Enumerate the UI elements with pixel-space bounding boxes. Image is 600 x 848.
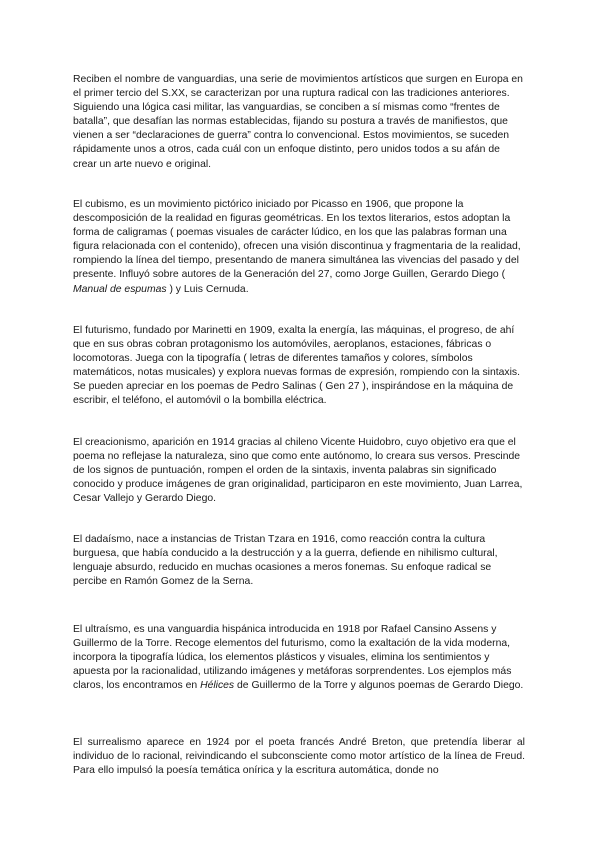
paragraph-surrealismo: El surrealismo aparece en 1924 por el poeta francés André Breton, que pretendía liberar al individuo de lo racional, reivindicando el subconsciente como motor artístico de la línea de Freud. Para ello impulsó la poesía temática onírica y la escritura automática, donde no: [73, 737, 525, 777]
paragraph-creacionismo: El creacionismo, aparición en 1914 gracias al chileno Vicente Huidobro, cuyo objetivo era que el poema no reflejase la naturaleza, sino que como ente autónomo, lo creara sus versos. Prescinde de los signos de puntuación, rompen el orden de la sintaxis, inventa palabras sin significado conocido y produce imágenes de gran originalidad, participaron en este movimiento, Juan Larrea, Cesar Vallejo y Gerardo Diego.: [73, 437, 523, 505]
paragraph-ultraismo: [73, 623, 525, 693]
ultraismo-text: El ultraísmo, es una vanguardia hispánica introducida en 1918 por Rafael Cansino Assens y Guillermo de la Torre. Recoge elementos del futurismo, como la exaltación de la vida moderna, incorpora la tipografía lúdica, los elementos plásticos y visuales, elimina los sentimientos y apuesta por la racionalidad, utilizando imágenes y metáforas sorprendentes. Los ejemplos más claros, los encontramos en: [73, 624, 512, 692]
ultraismo-text-end: de Guillermo de la Torre y algunos poemas de Gerardo Diego.: [234, 680, 524, 692]
cubismo-italic-title: Manual de espumas: [73, 283, 167, 295]
paragraph-cubismo: [73, 198, 525, 297]
paragraph-vanguardias: Reciben el nombre de vanguardias, una serie de movimientos artísticos que surgen en Europa en el primer tercio del S.XX, se caracterizan por una ruptura radical con las tradiciones anteriores. Siguiendo una lógica casi militar, las vanguardias, se conciben a sí mismas como “frentes de batalla”, que desafían las normas establecidas, fijando su postura a través de manifiestos, que vienen a ser “declaraciones de guerra” contra lo convencional. Estos movimientos, se suceden rápidamente unos a otros, cada cuál con un enfoque distinto, pero unidos todos a su afán de crear un arte nuevo e original.: [73, 74, 523, 170]
paragraph-dadaismo: El dadaísmo, nace a instancias de Tristan Tzara en 1916, como reacción contra la cultura burguesa, que había conducido a la destrucción y a la guerra, defiende en nihilismo cultural, lenguaje absurdo, reducido en muchas ocasiones a meros fonemas. Su enfoque radical se percibe en Ramón Gomez de la Serna.: [73, 534, 498, 588]
cubismo-text: El cubismo, es un movimiento pictórico iniciado por Picasso en 1906, que propone la descomposición de la realidad en figuras geométricas. En los textos literarios, estos adoptan la forma de caligramas ( poemas visuales de carácter lúdico, en los que las palabras forman una figura relacionada con el contenido), ofrecen una visión discontinua y fragmentaria de la realidad, rompiendo la línea del tiempo, presentando de manera simultánea las vivencias del pasado y del presente. Influyó sobre autores de la Generación del 27, como Jorge Guillen, Gerardo Diego (: [73, 199, 521, 281]
paragraph-futurismo: El futurismo, fundado por Marinetti en 1909, exalta la energía, las máquinas, el progreso, de ahí que en sus obras cobran protagonismo los automóviles, aeroplanos, estaciones, fábricas o locomotoras. Juega con la tipografía ( letras de diferentes tamaños y colores, símbolos matemáticos, notas musicales) y explora nuevas formas de expresión, rompiendo con la sintaxis. Se pueden apreciar en los poemas de Pedro Salinas ( Gen 27 ), inspirándose en la máquina de escribir, el teléfono, el automóvil o la bombilla eléctrica.: [73, 325, 521, 407]
cubismo-text-end: ) y Luis Cernuda.: [166, 283, 249, 295]
ultraismo-italic-title: Hélices: [200, 680, 235, 692]
